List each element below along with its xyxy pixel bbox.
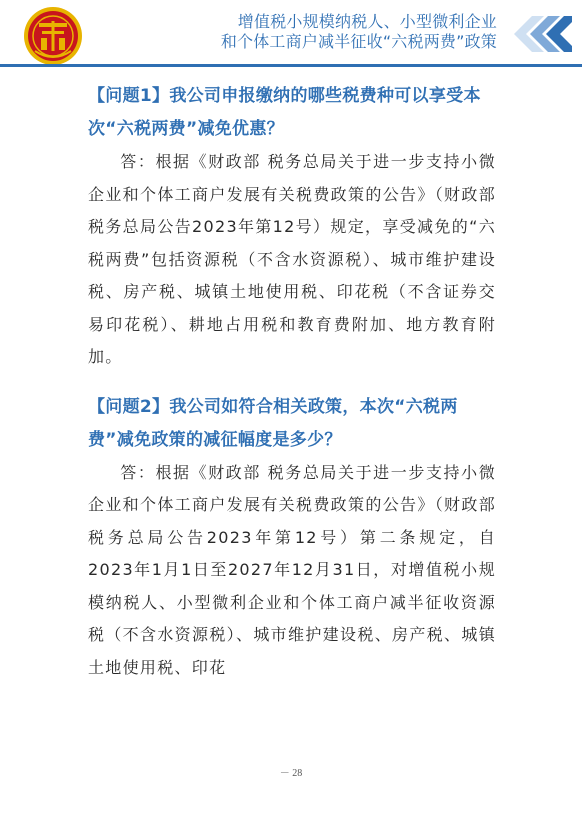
question-1	[88, 80, 496, 146]
page-header	[0, 0, 582, 70]
answer-2	[88, 457, 496, 685]
question-1-tag: 【问题1】	[88, 86, 170, 106]
answer-1	[88, 146, 496, 374]
chevron-decoration-icon	[502, 16, 572, 52]
page-number: － 28	[279, 768, 303, 779]
answer-1-text: 答：根据《财政部 税务总局关于进一步支持小微企业和个体工商户发展有关税费政策的公告》（财政部 税务总局公告2023年第12号）规定，享受减免的“六税两费”包括资源税（不含水资源税）、城市维护建设税、房产税、城镇土地使用税、印花税（不含证券交易印花税）、耕地占用税和教育费附加、地方教育附加。	[88, 152, 496, 366]
header-divider	[0, 64, 582, 67]
answer-2-text: 答：根据《财政部 税务总局关于进一步支持小微企业和个体工商户发展有关税费政策的公告》（财政部 税务总局公告2023年第12号）第二条规定，自2023年1月1日至2027年12月31日，对增值税小规模纳税人、小型微利企业和个体工商户减半征收资源税（不含水资源税）、城市维护建设税、房产税、城镇土地使用税、印花	[88, 462, 496, 677]
question-1-text: 我公司申报缴纳的哪些税费种可以享受本次“六税两费”减免优惠？	[88, 86, 481, 139]
header-title	[137, 12, 497, 52]
question-2-tag: 【问题2】	[88, 396, 170, 417]
tax-emblem-logo	[22, 5, 84, 67]
question-2	[88, 391, 496, 457]
document-body	[88, 80, 496, 684]
header-title-line-1: 增值税小规模纳税人、小型微利企业	[237, 12, 497, 31]
header-title-line-2: 和个体工商户减半征收“六税两费”政策	[220, 32, 497, 51]
question-2-text: 我公司如符合相关政策，本次“六税两费”减免政策的减征幅度是多少？	[88, 396, 458, 450]
